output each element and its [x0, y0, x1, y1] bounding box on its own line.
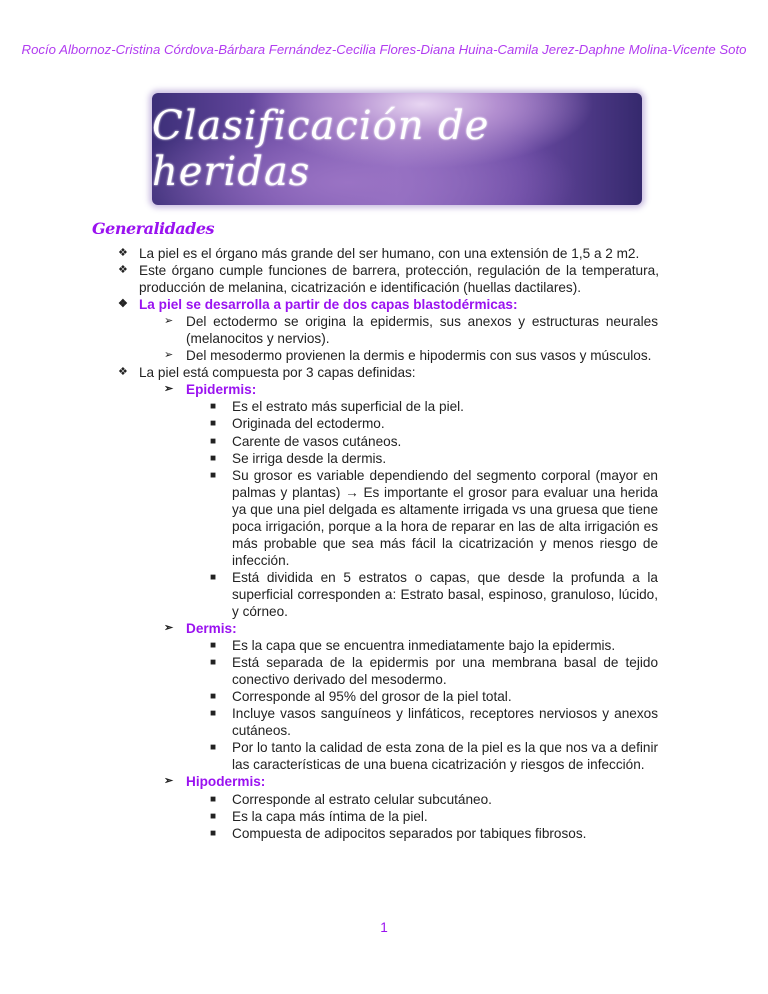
list-item	[210, 467, 658, 569]
list-item	[210, 808, 658, 825]
list-item	[210, 637, 658, 654]
list-item	[164, 313, 658, 347]
arrow-bullet-icon: ➢	[164, 315, 174, 328]
list-item	[118, 245, 659, 262]
diamond-bullet-icon: ❖	[118, 366, 128, 379]
list-item-text: Es la capa más íntima de la piel.	[232, 808, 428, 824]
list-item-text: Es el estrato más superficial de la piel.	[232, 399, 464, 415]
list-item-text: Corresponde al 95% del grosor de la piel total.	[232, 689, 512, 705]
diamond-bullet-icon: ❖	[118, 264, 128, 277]
list-item-text: Incluye vasos sanguíneos y linfáticos, receptores nerviosos y anexos cutáneos.	[232, 706, 658, 739]
arrow-bullet-icon: ➢	[164, 349, 174, 362]
list-item-text: Del mesodermo provienen la dermis e hipodermis con sus vasos y músculos.	[186, 348, 652, 364]
square-bullet-icon: ■	[210, 469, 217, 481]
authors-header: Rocío Albornoz-Cristina Córdova-Bárbara Fernández-Cecilia Flores-Diana Huina-Camila Jerez-Daphne Molina-Vicente Soto	[21, 42, 747, 57]
arrow-bullet-icon: ➢	[164, 775, 174, 788]
list-item	[210, 433, 658, 450]
list-item-text: La piel es el órgano más grande del ser humano, con una extensión de 1,5 a 2 m2.	[139, 246, 640, 261]
square-bullet-icon: ■	[210, 571, 217, 583]
list-item	[210, 705, 658, 739]
square-bullet-icon: ■	[210, 418, 217, 430]
page-number: 1	[380, 920, 388, 935]
list-item-text: Está separada de la epidermis por una membrana basal de tejido conectivo derivado del mesodermo.	[232, 655, 658, 688]
square-bullet-icon: ■	[210, 452, 217, 464]
square-bullet-icon: ■	[210, 810, 217, 822]
list-item	[210, 654, 658, 688]
list-item	[118, 296, 659, 313]
list-item	[118, 364, 659, 381]
list-item-text: Epidermis:	[186, 382, 257, 398]
diamond-bullet-icon: ❖	[118, 298, 128, 311]
list-item	[164, 773, 658, 790]
title-banner	[152, 93, 642, 205]
list-item	[210, 569, 658, 620]
list-item-text: Su grosor es variable dependiendo del segmento corporal (mayor en palmas y plantas) → Es importante el grosor para evaluar una herida ya que una piel delgada es altamente irrigada vs una gruesa que tiene poca irrigación, porque a la hora de reparar en las de alta irrigación es más probable que sea más fácil la cicatrización y menos riesgo de infección.	[232, 467, 658, 568]
arrow-bullet-icon: ➢	[164, 383, 174, 396]
square-bullet-icon: ■	[210, 708, 217, 720]
list-item	[164, 620, 658, 637]
list-item-text: Hipodermis:	[186, 774, 266, 790]
list-item-text: Dermis:	[186, 621, 237, 637]
list-item-text: Carente de vasos cutáneos.	[232, 433, 402, 449]
square-bullet-icon: ■	[210, 401, 217, 413]
diamond-bullet-icon: ❖	[118, 247, 128, 259]
square-bullet-icon: ■	[210, 640, 217, 652]
square-bullet-icon: ■	[210, 435, 217, 447]
list-item-text: La piel está compuesta por 3 capas definidas:	[139, 365, 416, 381]
list-item-text: Es la capa que se encuentra inmediatamente bajo la epidermis.	[232, 638, 616, 654]
list-item	[210, 739, 658, 773]
banner-title: Clasificación de heridas	[152, 103, 490, 195]
list-item	[210, 688, 658, 705]
square-bullet-icon: ■	[210, 827, 217, 839]
list-item-text: Por lo tanto la calidad de esta zona de la piel es la que nos va a definir las características de una buena cicatrización y riesgos de infección.	[232, 740, 658, 773]
list-item	[210, 791, 658, 808]
square-bullet-icon: ■	[210, 793, 217, 805]
square-bullet-icon: ■	[210, 742, 217, 754]
list-item-text: Corresponde al estrato celular subcutáneo.	[232, 791, 492, 807]
arrow-bullet-icon: ➢	[164, 622, 174, 635]
list-item	[210, 415, 658, 432]
bullet-list	[0, 245, 768, 842]
list-item	[210, 398, 658, 415]
list-item	[118, 262, 659, 296]
list-item-text: Del ectodermo se origina la epidermis, sus anexos y estructuras neurales (melanocitos y nervios).	[186, 314, 658, 347]
list-item-text: Este órgano cumple funciones de barrera, protección, regulación de la temperatura, producción de melanina, cicatrización e identificación (huellas dactilares).	[139, 263, 659, 296]
list-item-text: Está dividida en 5 estratos o capas, que desde la profunda a la superficial corresponden a: Estrato basal, espinoso, granuloso, lúcido, y córneo.	[232, 569, 658, 619]
list-item-text: La piel se desarrolla a partir de dos capas blastodérmicas:	[139, 297, 518, 313]
list-item-text: Se irriga desde la dermis.	[232, 450, 387, 466]
list-item-text: Originada del ectodermo.	[232, 416, 385, 432]
list-item	[210, 450, 658, 467]
square-bullet-icon: ■	[210, 657, 217, 669]
list-item-text: Compuesta de adipocitos separados por tabiques fibrosos.	[232, 825, 587, 841]
section-heading: Generalidades	[92, 219, 215, 238]
list-item	[164, 347, 658, 364]
square-bullet-icon: ■	[210, 691, 217, 703]
list-item	[210, 825, 658, 842]
list-item	[164, 381, 658, 398]
